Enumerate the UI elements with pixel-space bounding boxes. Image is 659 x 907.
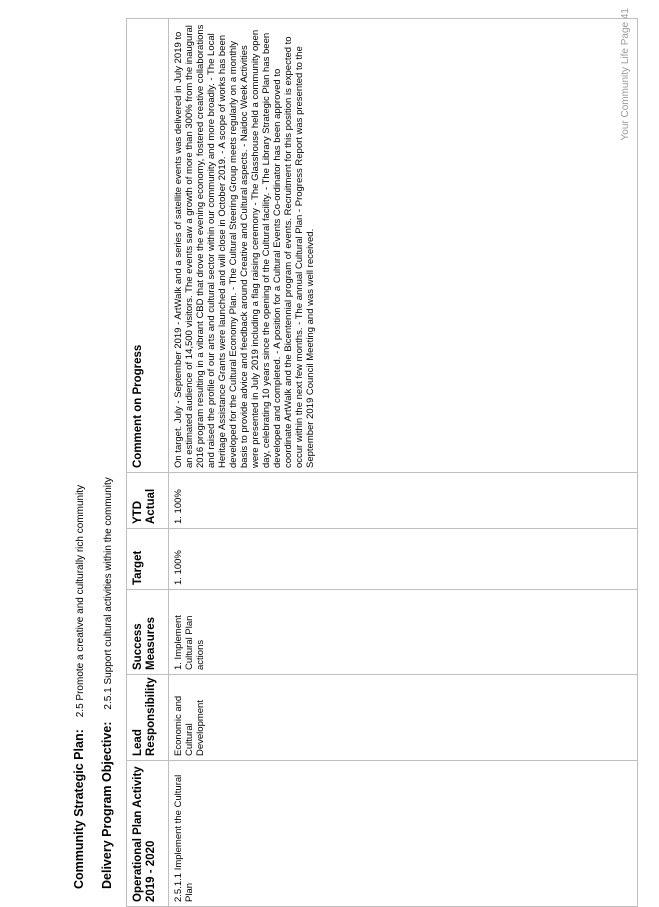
operational-plan-table (126, 18, 638, 907)
column-header-measures: Success Measures (127, 590, 169, 675)
target-cell: 1. 100% (169, 529, 638, 590)
measures-cell: 1. Implement Cultural Plan actions (169, 590, 638, 675)
column-header-target: Target (127, 529, 169, 590)
table-row (169, 19, 638, 907)
column-header-activity: Operational Plan Activity 2019 - 2020 (127, 761, 169, 907)
objective-value: 2.5.1 Support cultural activities within the community (103, 477, 114, 710)
objective-line (100, 169, 128, 889)
plan-header (72, 169, 128, 889)
lead-cell: Economic and Cultural Development (169, 675, 638, 761)
objective-label: Delivery Program Objective: (100, 721, 114, 889)
strategic-plan-line (72, 169, 100, 889)
comment-cell: On target. July - September 2019 - ArtWalk and a series of satellite events was delivered in July 2019 to an estimated audience of 14,500 visitors. The events saw a growth of more than 300% from the inaugural 2016 program resulting in a vibrant CBD that drove the evening economy, fostered creative collaborations and raised the profile of our arts and cultural sector within our community and more broadly. - The Local Heritage Assistance Grants were launched and will close in October 2019. - A scope of works has been developed for the Cultural Economy Plan. - The Cultural Steering Group meets regularly on a monthly basis to provide advice and feedback around Creative and Cultural aspects. - Naidoc Week Activities were presented in July 2019 including a flag raising ceremony - The Glasshouse held a community open day, celebrating 10 years since the opening of the Cultural facility. - The Library Strategic Plan has been developed and completed. - A position for a Cultural Events Co-ordinator has been approved to coordinate ArtWalk and the Bicentennial program of events. Recruitment for this position is expected to occur within the next few months. - The annual Cultural Plan - Progress Report was presented to the September 2019 Council Meeting and was well received. (169, 19, 638, 473)
strategic-plan-label: Community Strategic Plan: (72, 729, 86, 889)
table-header-row (127, 19, 169, 907)
activity-cell: 2.5.1.1 Implement the Cultural Plan (169, 761, 638, 907)
page-footer: Your Community Life Page 41 (620, 8, 631, 141)
column-header-lead: Lead Responsibility (127, 675, 169, 761)
column-header-ytd: YTD Actual (127, 473, 169, 529)
ytd-cell: 1. 100% (169, 473, 638, 529)
strategic-plan-value: 2.5 Promote a creative and culturally rich community (75, 484, 86, 718)
column-header-comment: Comment on Progress (127, 19, 169, 473)
